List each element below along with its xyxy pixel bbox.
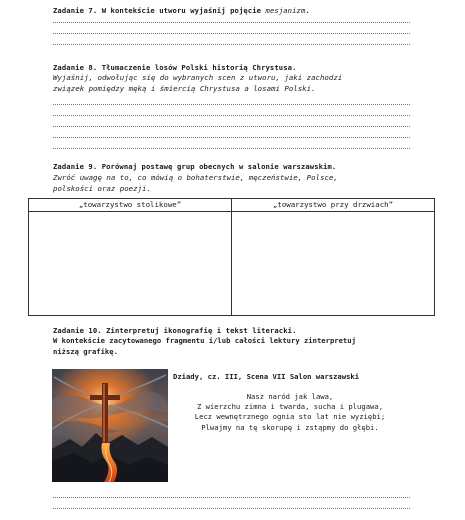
task7-title bbox=[53, 6, 310, 15]
answer-cell-przy-drzwiach[interactable] bbox=[232, 212, 435, 316]
answer-line[interactable] bbox=[53, 497, 410, 498]
task8-title: Zadanie 8. Tłumaczenie losów Polski historią Chrystusa. bbox=[53, 63, 297, 72]
task9-description bbox=[53, 172, 418, 194]
quote-block bbox=[170, 392, 410, 433]
task8-desc-line: związek pomiędzy męką i śmiercią Chrystusa a losami Polski. bbox=[53, 84, 316, 93]
answer-line[interactable] bbox=[53, 22, 410, 23]
task9-desc-line: polskości oraz poezji. bbox=[53, 184, 151, 193]
answer-line[interactable] bbox=[53, 508, 410, 509]
task10-desc-line: niższą grafikę. bbox=[53, 346, 118, 356]
answer-line[interactable] bbox=[53, 104, 410, 105]
task7-title-end: . bbox=[305, 6, 310, 15]
answer-line[interactable] bbox=[53, 137, 410, 138]
answer-line[interactable] bbox=[53, 33, 410, 34]
column-header-przy-drzwiach: „towarzystwo przy drzwiach” bbox=[272, 200, 394, 209]
quote-line: Plwajmy na tę skorupę i zstąpmy do głębi. bbox=[201, 422, 379, 432]
task10-title: Zadanie 10. Zinterpretuj ikonografię i tekst literacki. bbox=[53, 326, 297, 335]
answer-line[interactable] bbox=[53, 148, 410, 149]
quote-line: Lecz wewnętrznego ognia sto lat nie wyziębi; bbox=[194, 412, 386, 422]
task9-desc-line: Zwróć uwagę na to, co mówią o bohaterstwie, męczeństwie, Polsce, bbox=[53, 173, 338, 182]
column-header-stolikowe: „towarzystwo stolikowe” bbox=[78, 200, 182, 209]
answer-line[interactable] bbox=[53, 126, 410, 127]
answer-cell-stolikowe[interactable] bbox=[29, 212, 231, 316]
answer-line[interactable] bbox=[53, 115, 410, 116]
task10-description bbox=[53, 336, 418, 357]
cross-in-chains-icon bbox=[52, 369, 168, 482]
quote-line: Nasz naród jak lawa, bbox=[246, 392, 334, 401]
quote-source: Dziady, cz. III, Scena VII Salon warszawski bbox=[173, 372, 360, 381]
comparison-table bbox=[28, 198, 435, 316]
task10-desc-line: W kontekście zacytowanego fragmentu i/lub całości lektury zinterpretuj bbox=[53, 336, 356, 345]
task9-title: Zadanie 9. Porównaj postawę grup obecnych w salonie warszawskim. bbox=[53, 162, 337, 171]
task7-title-text: Zadanie 7. W kontekście utworu wyjaśnij pojęcie bbox=[53, 6, 262, 15]
task8-description bbox=[53, 72, 418, 94]
cross-lava-artwork bbox=[52, 369, 168, 482]
task8-desc-line: Wyjaśnij, odwołując się do wybranych scen z utworu, jaki zachodzi bbox=[53, 73, 343, 82]
quote-line: Z wierzchu zimna i twarda, sucha i plugawa, bbox=[196, 402, 384, 412]
answer-line[interactable] bbox=[53, 44, 410, 45]
task7-term: mesjanizm bbox=[265, 6, 306, 15]
